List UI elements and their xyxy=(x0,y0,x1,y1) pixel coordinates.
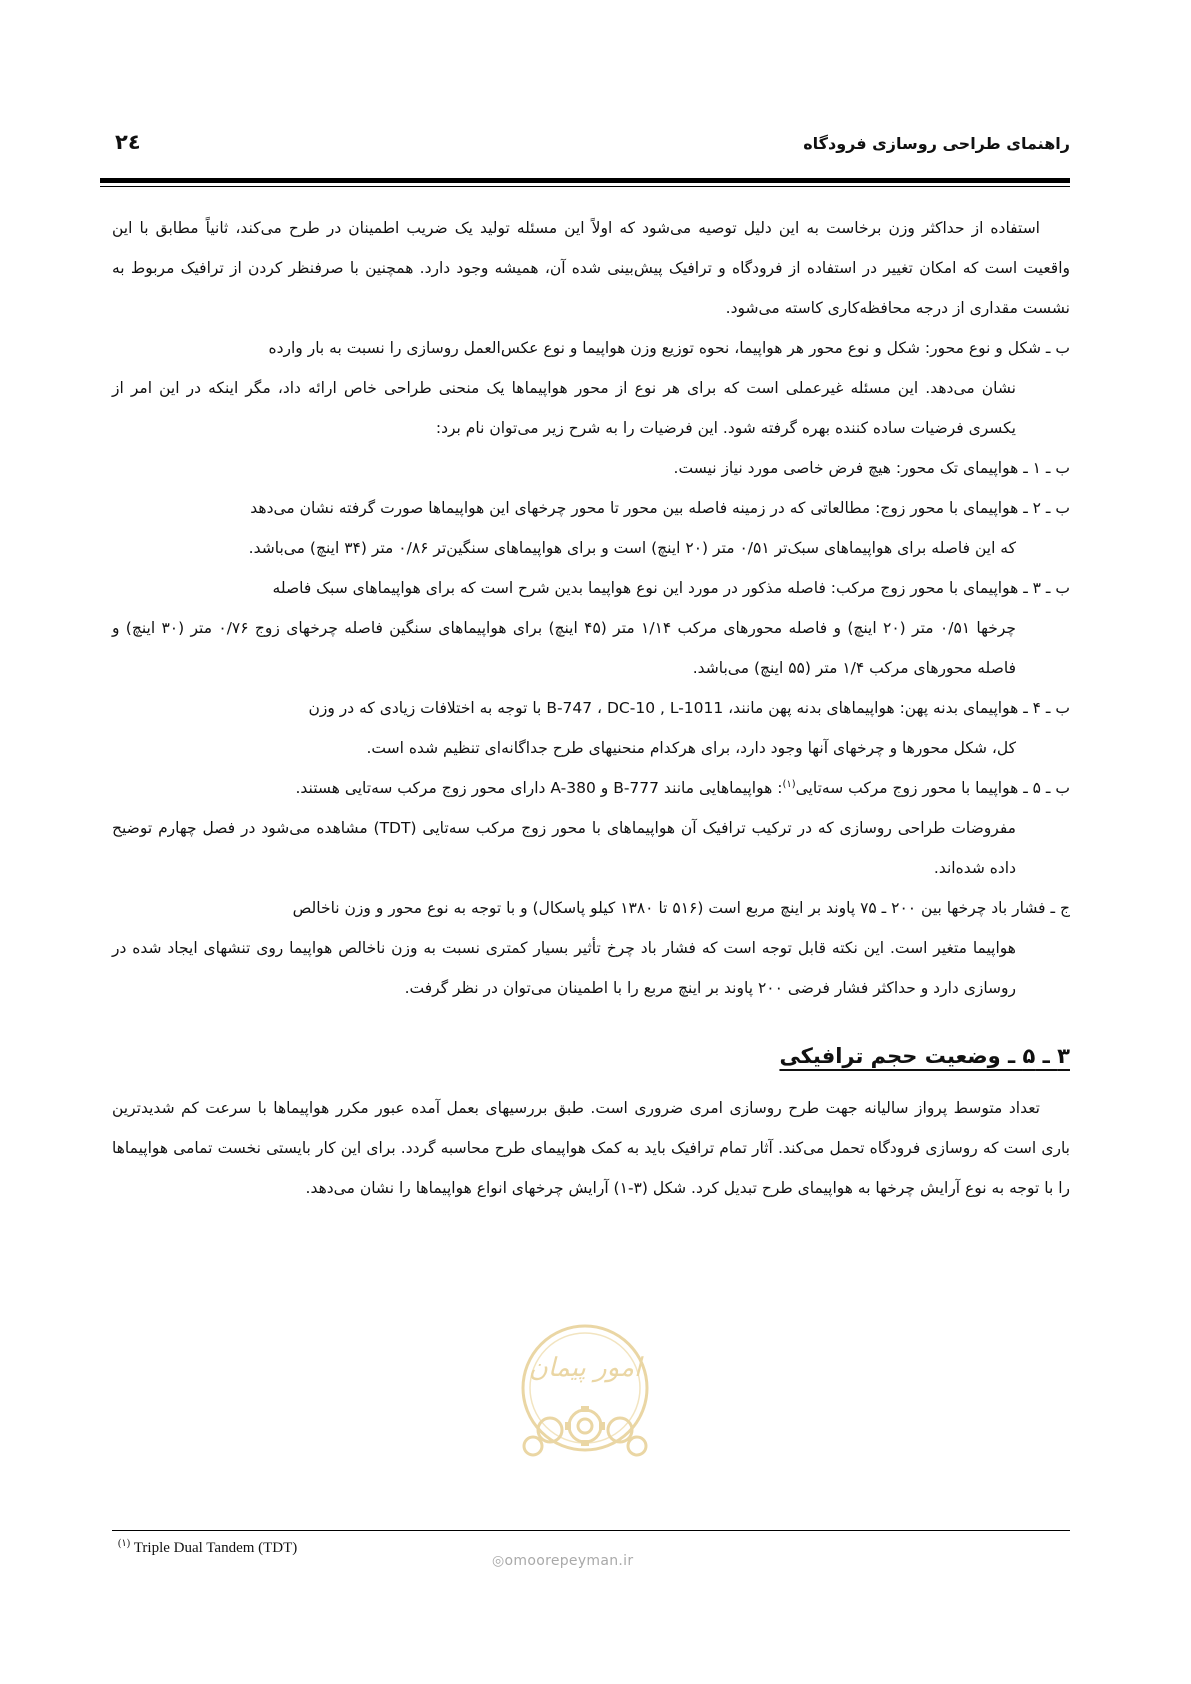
list-item-c-continuation: هواپیما متغیر است. این نکته قابل توجه است که فشار باد چرخ تأثیر بسیار کمتری نسبت به وزن ناخالص هواپیما روی تنشهای ایجاد شده در روسازی دارد و حداکثر فشار فرضی ۲۰۰ پاوند بر اینچ مربع را با اطمینان می‌توان در نظر گرفت. xyxy=(112,939,1016,997)
footnote-reference[interactable]: (۱) xyxy=(782,778,796,790)
list-item-b5-tail: : هواپیماهایی مانند B-777 و A-380 دارای محور زوج مرکب سه‌تایی هستند. xyxy=(295,779,783,797)
watermark-url-text: omoorepeyman.ir xyxy=(504,1553,634,1569)
list-item-c xyxy=(112,888,1070,1008)
page-number: ۲٤ xyxy=(115,130,141,154)
list-item-b2 xyxy=(112,488,1070,568)
intro-paragraph: استفاده از حداکثر وزن برخاست به این دلیل توصیه می‌شود که اولاً این مسئله تولید یک ضریب اطمینان در طرح می‌کند، ثانیاً مطابق با این واقعیت است که امکان تغییر در استفاده از فرودگاه و ترافیک پیش‌بینی شده آن، همیشه وجود دارد. همچنین با صرفنظر کردن از ترافیک مربوط به نشست مقداری از درجه محافظه‌کاری کاسته می‌شود. xyxy=(112,219,1070,317)
list-item-b5-first-line xyxy=(112,768,1070,808)
footnote-mark: (۱) xyxy=(118,1538,131,1549)
list-item-b4 xyxy=(112,688,1070,768)
list-item-b1: ب ـ ۱ ـ هواپیمای تک محور: هیچ فرض خاصی مورد نیاز نیست. xyxy=(673,459,1070,477)
footnote xyxy=(118,1540,297,1557)
list-item-b3 xyxy=(112,568,1070,688)
list-item-b xyxy=(112,328,1070,448)
list-item-b4-tail: با توجه به اختلافات زیادی که در وزن xyxy=(308,699,547,717)
footnote-text: Triple Dual Tandem (TDT) xyxy=(133,1540,298,1556)
list-item-b2-first-line: ب ـ ۲ ـ هواپیمای با محور زوج: مطالعاتی که در زمینه فاصله بین محور تا محور چرخهای این هواپیماها صورت گرفته نشان می‌دهد xyxy=(250,499,1070,517)
aircraft-models: B-747 ، DC-10 , L-1011 xyxy=(546,699,724,717)
header-rule-thick xyxy=(100,178,1070,183)
list-item-b3-first-line: ب ـ ۳ ـ هواپیمای با محور زوج مرکب: فاصله مذکور در مورد این نوع هواپیما بدین شرح است که برای هواپیماهای سبک فاصله xyxy=(272,579,1070,597)
list-item-b-continuation: نشان می‌دهد. این مسئله غیرعملی است که برای هر نوع از محور هواپیماها یک منحنی طراحی خاص ارائه داد، مگر اینکه در این امر از یکسری فرضیات ساده کننده بهره گرفته شود. این فرضیات را به شرح زیر می‌توان نام برد: xyxy=(112,379,1016,437)
page-header xyxy=(115,128,1070,168)
list-item-b5-lead: ب ـ ۵ ـ هواپیما با محور زوج مرکب سه‌تایی xyxy=(795,779,1070,797)
list-item-c-first-line: ج ـ فشار باد چرخها بین ۲۰۰ ـ ۷۵ پاوند بر اینچ مربع است (۵۱۶ تا ۱۳۸۰ کیلو پاسکال) و با توجه به نوع محور و وزن ناخالص xyxy=(292,899,1070,917)
body-text xyxy=(112,208,1070,1208)
watermark-url xyxy=(492,1553,633,1569)
list-item-b4-first-line xyxy=(112,688,1070,728)
list-item-b4-continuation: کل، شکل محورها و چرخهای آنها وجود دارد، برای هرکدام منحنیهای طرح جداگانه‌ای تنظیم شده است. xyxy=(366,739,1016,757)
watermark-logo-text: امور پیمان xyxy=(528,1353,642,1383)
list-item-b5-continuation: مفروضات طراحی روسازی که در ترکیب ترافیک آن هواپیماهای با محور زوج مرکب سه‌تایی (TDT) مشاهده می‌شود در فصل چهارم توضیح داده شده‌اند. xyxy=(112,819,1016,877)
list-item-b2-continuation: که این فاصله برای هواپیماهای سبک‌تر ۰/۵۱ متر (۲۰ اینچ) است و برای هواپیماهای سنگین‌تر ۰/۸۶ متر (۳۴ اینچ) می‌باشد. xyxy=(248,539,1016,557)
running-title: راهنمای طراحی روسازی فرودگاه xyxy=(803,134,1070,153)
header-rule-thin xyxy=(100,186,1070,187)
list-item-b5 xyxy=(112,768,1070,888)
globe-icon: ◎ xyxy=(492,1553,505,1569)
list-item-b-first-line: ب ـ شکل و نوع محور: شکل و نوع محور هر هواپیما، نحوه توزیع وزن هواپیما و نوع عکس‌العمل روسازی را نسبت به بار وارده xyxy=(268,339,1070,357)
list-item-b3-continuation: چرخها ۰/۵۱ متر (۲۰ اینچ) و فاصله محورهای مرکب ۱/۱۴ متر (۴۵ اینچ) برای هواپیماهای سنگین فاصله چرخهای زوج ۰/۷۶ متر (۳۰ اینچ) و فاصله محورهای مرکب ۱/۴ متر (۵۵ اینچ) می‌باشد. xyxy=(112,619,1017,677)
list-item-b4-lead: ب ـ ۴ ـ هواپیمای بدنه پهن: هواپیماهای بدنه پهن مانند، xyxy=(723,699,1070,717)
footnote-rule xyxy=(112,1530,1070,1531)
section-heading: ۳ ـ ۵ ـ وضعیت حجم ترافیکی xyxy=(779,1044,1070,1068)
section-paragraph: تعداد متوسط پرواز سالیانه جهت طرح روسازی امری ضروری است. طبق بررسیهای بعمل آمده عبور مکرر هواپیماها با سرعت کم شدیدترین باری است که روسازی فرودگاه تحمل می‌کند. آثار تمام ترافیک باید به کمک هواپیمای طرح محاسبه گردد. برای این کار بایستی نخست تمامی هواپیماها را با توجه به نوع آرایش چرخها به هواپیمای طرح تبدیل کرد. شکل (۳-۱) آرایش چرخهای انواع هواپیماها را نشان می‌دهد. xyxy=(112,1099,1070,1197)
watermark-logo xyxy=(495,1318,675,1468)
